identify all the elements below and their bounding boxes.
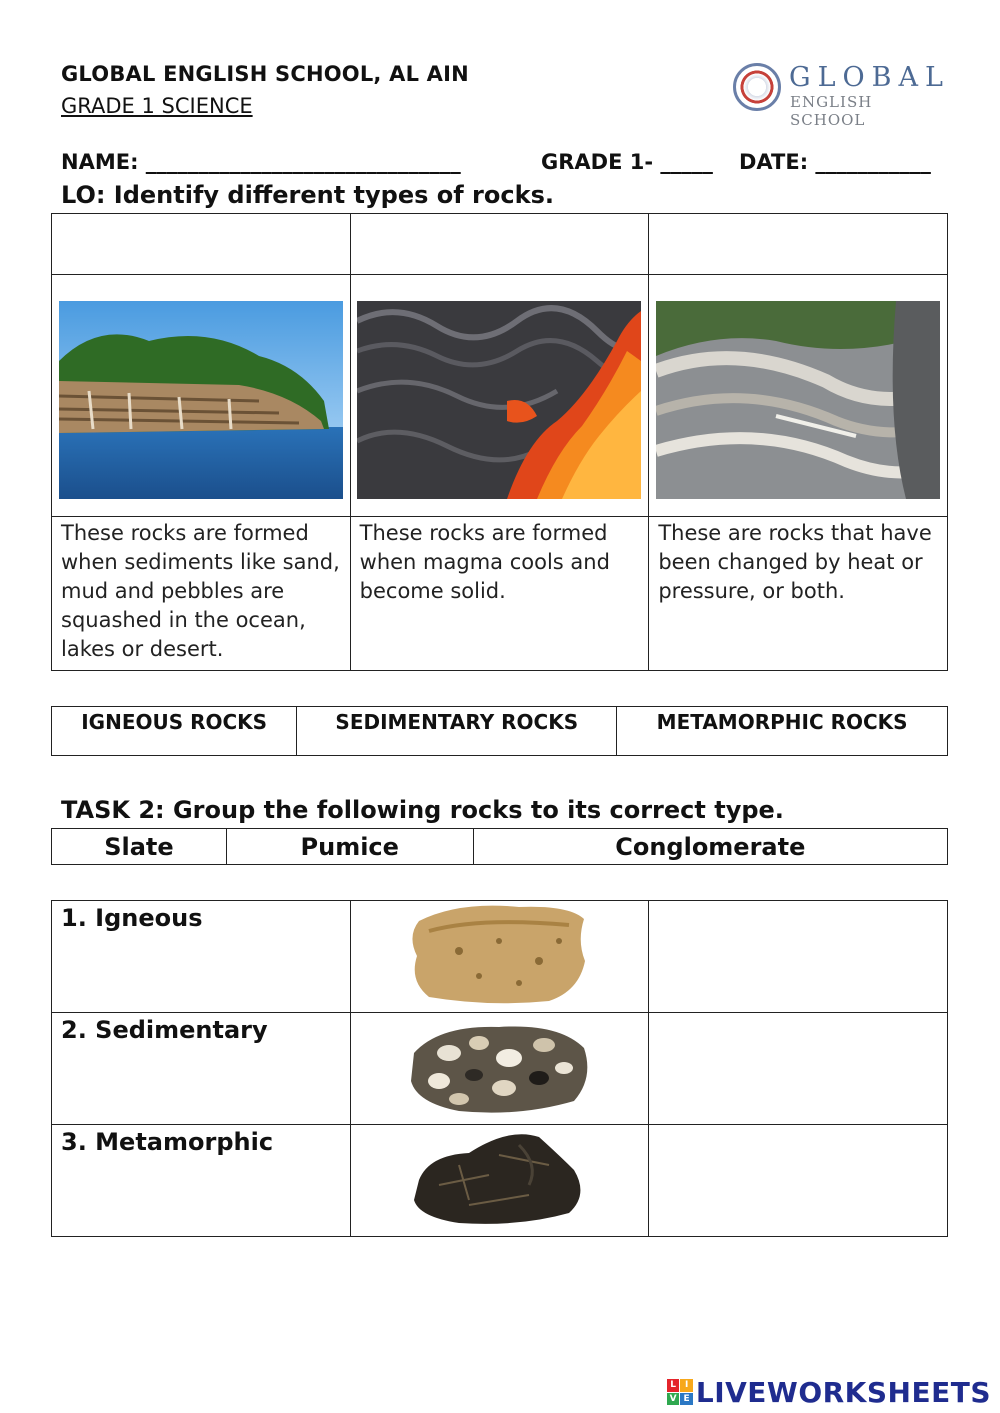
learning-objective: LO: Identify different types of rocks. — [61, 181, 554, 209]
rock-info-table — [51, 213, 948, 671]
liveworksheets-logo — [667, 1375, 991, 1409]
school-seal-icon — [733, 63, 781, 111]
badge-letter: L — [667, 1379, 680, 1392]
grouping-table — [51, 900, 948, 1237]
subject-heading: GRADE 1 SCIENCE — [61, 94, 253, 118]
name-field[interactable]: NAME: ______________________________ — [61, 150, 461, 174]
logo-word: GLOBAL — [789, 62, 950, 93]
answer-cell-1[interactable] — [52, 214, 351, 275]
category-cell — [52, 1013, 351, 1125]
description-metamorphic: These are rocks that have been changed by heat or pressure, or both. — [658, 521, 932, 603]
description-igneous: These rocks are formed when magma cools and become solid. — [359, 521, 610, 603]
rock-image-cell — [350, 1125, 649, 1237]
rock-type-word-bank — [51, 706, 948, 756]
answer-cell-metamorphic[interactable] — [649, 1125, 948, 1237]
description-cell — [649, 517, 948, 671]
word-igneous-rocks[interactable]: IGNEOUS ROCKS — [52, 707, 297, 756]
word-slate[interactable]: Slate — [52, 829, 227, 865]
badge-letter: V — [667, 1393, 680, 1406]
photo-cell — [350, 275, 649, 517]
description-sedimentary: These rocks are formed when sediments like sand, mud and pebbles are squashed in the ocean, lakes or desert. — [61, 521, 340, 661]
date-field[interactable]: DATE: ___________ — [739, 150, 931, 174]
category-metamorphic: 3. Metamorphic — [61, 1128, 274, 1156]
school-logo — [733, 60, 950, 129]
sedimentary-cliff-photo — [59, 301, 343, 499]
school-name: GLOBAL ENGLISH SCHOOL, AL AIN — [61, 62, 469, 86]
category-cell — [52, 1125, 351, 1237]
grade-field[interactable]: GRADE 1- _____ — [541, 150, 713, 174]
category-cell — [52, 901, 351, 1013]
word-conglomerate[interactable]: Conglomerate — [473, 829, 947, 865]
badge-letter: I — [680, 1379, 693, 1392]
answer-cell-igneous[interactable] — [649, 901, 948, 1013]
photo-cell — [52, 275, 351, 517]
rock-name-word-bank — [51, 828, 948, 865]
photo-cell — [649, 275, 948, 517]
category-igneous: 1. Igneous — [61, 904, 203, 932]
logo-subtitle: ENGLISH SCHOOL — [790, 93, 873, 129]
liveworksheets-brand: LIVEWORKSHEETS — [695, 1375, 991, 1409]
conglomerate-photo — [399, 1013, 599, 1121]
answer-cell-2[interactable] — [350, 214, 649, 275]
word-metamorphic-rocks[interactable]: METAMORPHIC ROCKS — [617, 707, 948, 756]
word-sedimentary-rocks[interactable]: SEDIMENTARY ROCKS — [297, 707, 617, 756]
rock-image-cell — [350, 901, 649, 1013]
liveworksheets-badge-icon — [667, 1379, 693, 1405]
task2-title: TASK 2: Group the following rocks to its correct type. — [61, 796, 784, 824]
badge-letter: E — [680, 1393, 693, 1406]
rock-image-cell — [350, 1013, 649, 1125]
slate-photo — [399, 1125, 599, 1233]
pumice-photo — [399, 901, 599, 1009]
description-cell — [350, 517, 649, 671]
answer-cell-3[interactable] — [649, 214, 948, 275]
category-sedimentary: 2. Sedimentary — [61, 1016, 268, 1044]
description-cell — [52, 517, 351, 671]
word-pumice[interactable]: Pumice — [226, 829, 473, 865]
answer-cell-sedimentary[interactable] — [649, 1013, 948, 1125]
metamorphic-rock-photo — [656, 301, 940, 499]
igneous-lava-photo — [357, 301, 641, 499]
